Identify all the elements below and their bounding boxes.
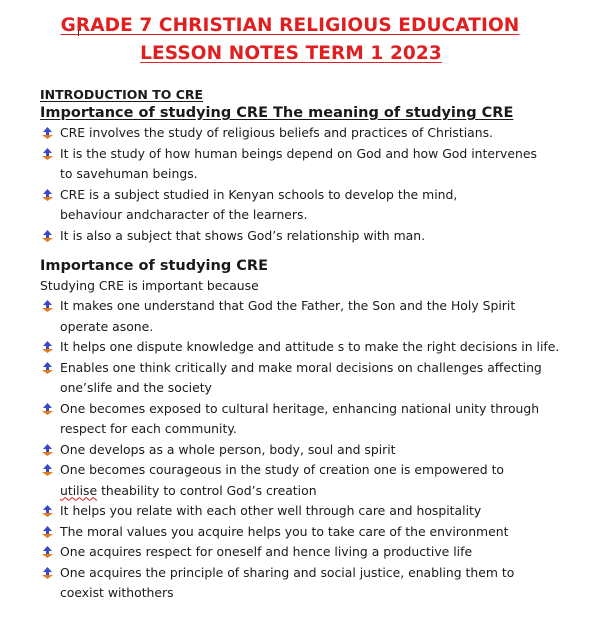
list-item xyxy=(40,123,580,144)
list-item-text-continued: coexist withothers xyxy=(60,585,174,600)
list-item xyxy=(40,226,580,247)
list-item xyxy=(40,399,580,440)
document-body xyxy=(40,87,580,604)
list-item-text: One becomes courageous in the study of creation one is empowered to xyxy=(60,462,505,477)
arrow-bullet-icon xyxy=(42,526,53,538)
list-item-text-continued: to savehuman beings. xyxy=(60,166,198,181)
arrow-bullet-icon xyxy=(42,567,53,579)
arrow-bullet-icon xyxy=(42,362,53,374)
list-item-text-continued: one’slife and the society xyxy=(60,380,212,395)
list-item xyxy=(40,296,580,337)
list-item-text: One develops as a whole person, body, soul and spirit xyxy=(60,441,396,457)
list-item-text: CRE involves the study of religious beliefs and practices of Christians. xyxy=(60,125,493,140)
list-item xyxy=(40,522,580,543)
arrow-bullet-icon xyxy=(42,300,53,312)
list-item xyxy=(40,440,580,461)
list-item-text: It helps you relate with each other well through care and hospitality xyxy=(60,503,482,518)
list-item-text: It is the study of how human beings depend on God and how God intervenes xyxy=(60,145,537,161)
list-item-text: One acquires the principle of sharing and social justice, enabling them to xyxy=(60,564,515,580)
list-item-text: One acquires respect for oneself and hence living a productive life xyxy=(60,544,473,559)
list-item xyxy=(40,185,580,226)
list-item xyxy=(40,358,580,399)
list-item xyxy=(40,563,580,604)
arrow-bullet-icon xyxy=(42,341,53,353)
list-item-text: It makes one understand that God the Father, the Son and the Holy Spirit xyxy=(60,298,516,313)
document-title xyxy=(0,14,590,66)
list-item-text-continued: respect for each community. xyxy=(60,421,237,436)
importance-bullet-list xyxy=(40,296,580,604)
list-item-text: It is also a subject that shows God’s relationship with man. xyxy=(60,227,426,243)
list-item xyxy=(40,337,580,358)
list-item-text-continued: operate asone. xyxy=(60,318,154,334)
arrow-bullet-icon xyxy=(42,148,53,160)
list-item-text: The moral values you acquire helps you to take care of the environment xyxy=(60,523,509,539)
list-item-text-rest: theability to control God’s creation xyxy=(97,482,317,498)
list-item xyxy=(40,542,580,563)
list-item-text: It helps one dispute knowledge and attitude s to make the right decisions in life. xyxy=(60,339,560,354)
list-item-text: Enables one think critically and make moral decisions on challenges affecting xyxy=(60,359,542,375)
arrow-bullet-icon xyxy=(42,230,53,242)
title-line-1: GRADE 7 CHRISTIAN RELIGIOUS EDUCATION xyxy=(60,15,520,36)
list-item xyxy=(40,501,580,522)
arrow-bullet-icon xyxy=(42,189,53,201)
arrow-bullet-icon xyxy=(42,444,53,456)
importance-lead: Studying CRE is important because xyxy=(40,278,259,293)
arrow-bullet-icon xyxy=(42,546,53,558)
list-item xyxy=(40,460,580,501)
title-line-2: LESSON NOTES TERM 1 2023 xyxy=(140,43,442,64)
intro-subheading: Importance of studying CRE The meaning of studying CRE xyxy=(40,105,514,121)
list-item-text: One becomes exposed to cultural heritage, enhancing national unity through xyxy=(60,400,540,416)
importance-heading: Importance of studying CRE xyxy=(40,258,268,274)
arrow-bullet-icon xyxy=(42,505,53,517)
spellcheck-flagged-word: utilise xyxy=(60,482,98,498)
intro-heading: INTRODUCTION TO CRE xyxy=(40,87,204,102)
arrow-bullet-icon xyxy=(42,127,53,139)
intro-bullet-list xyxy=(40,123,580,246)
arrow-bullet-icon xyxy=(42,464,53,476)
arrow-bullet-icon xyxy=(42,403,53,415)
list-item xyxy=(40,144,580,185)
list-item-text: CRE is a subject studied in Kenyan schools to develop the mind, xyxy=(60,186,458,202)
list-item-text-continued: behaviour andcharacter of the learners. xyxy=(60,207,308,222)
list-item-text-continued xyxy=(60,481,580,502)
